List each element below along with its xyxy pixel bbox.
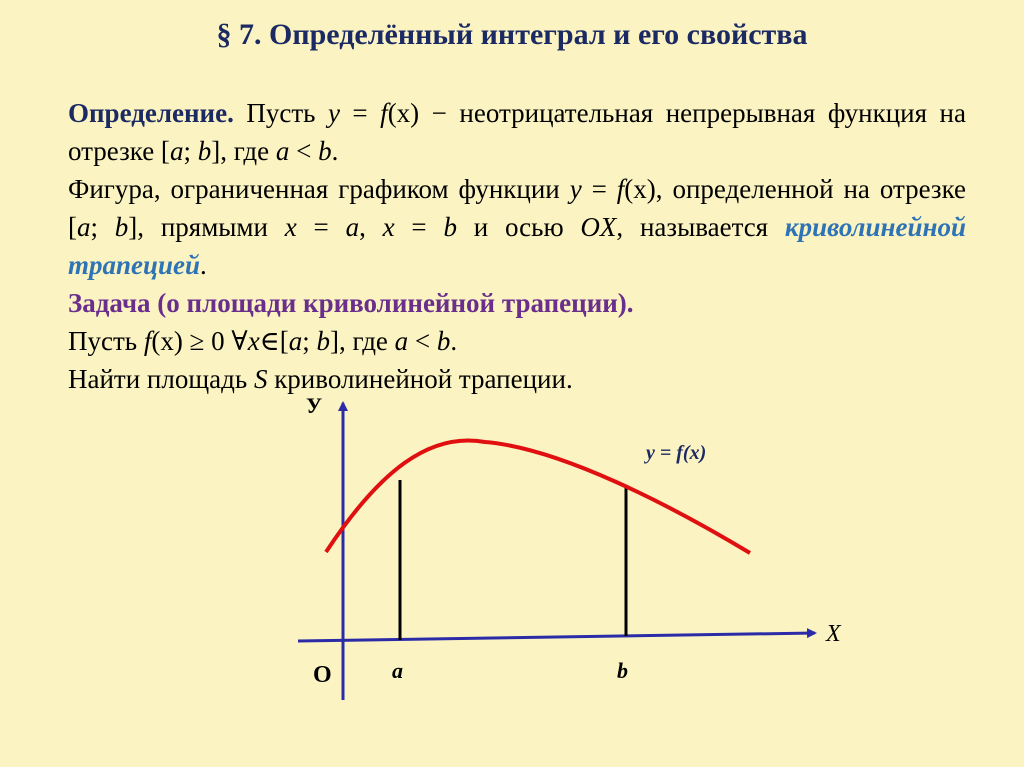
y-axis-label: У	[306, 393, 323, 418]
text: ], прямыми	[128, 212, 285, 242]
text: <	[289, 136, 319, 166]
math-var: b	[197, 136, 212, 166]
math-var: f	[143, 326, 152, 356]
text: ∈[	[259, 326, 289, 356]
math-var: y	[569, 174, 582, 204]
text: ≥ 0 ∀	[182, 326, 248, 356]
text: .	[450, 326, 458, 356]
math-var: f	[616, 174, 625, 204]
text: .	[331, 136, 339, 166]
math-var: S	[253, 364, 268, 394]
text: Пусть	[233, 98, 328, 128]
key-term: криволинейной трапецией	[68, 212, 967, 280]
text: <	[408, 326, 437, 356]
math-var: OX	[580, 212, 617, 242]
math-var: a	[169, 136, 184, 166]
math-var: a	[345, 212, 360, 242]
math-var: a	[77, 212, 91, 242]
text: ;	[90, 212, 115, 242]
origin-label: O	[313, 662, 332, 688]
definition-label: Определение.	[68, 98, 234, 128]
text: ,	[359, 212, 383, 242]
math-var: a	[288, 326, 303, 356]
curve-label: y = f(x)	[646, 442, 707, 464]
math-var: b	[318, 136, 332, 166]
text: ;	[183, 136, 198, 166]
math-var: b	[443, 212, 457, 242]
text: − неотрицательная непрерывная функция на отрезке [	[68, 98, 966, 166]
text: и осью	[456, 212, 581, 242]
text: Фигура, ограниченная графиком функции	[68, 174, 570, 204]
text: (x)	[624, 174, 656, 204]
a-label: a	[392, 658, 403, 683]
math-var: b	[436, 326, 451, 356]
text: ], где	[329, 326, 395, 356]
text: =	[339, 98, 381, 128]
text: =	[394, 212, 444, 242]
text: , определенной на отрезке [	[68, 174, 967, 242]
math-var: x	[247, 326, 260, 356]
math-var: f	[380, 98, 388, 128]
text: Пусть	[68, 326, 144, 356]
text: ], где	[211, 136, 276, 166]
math-var: b	[114, 212, 129, 242]
text: =	[296, 212, 346, 242]
text: криволинейной трапеции.	[267, 364, 573, 394]
math-var: x	[382, 212, 395, 242]
page-title: § 7. Определённый интеграл и его свойства	[216, 18, 808, 51]
text: (x)	[151, 326, 183, 356]
math-var: b	[316, 326, 330, 356]
math-var: a	[394, 326, 409, 356]
text: .	[200, 250, 207, 280]
x-axis-label: X	[826, 621, 841, 647]
text: Найти площадь	[68, 364, 254, 394]
text: (x)	[387, 98, 420, 128]
x-axis	[298, 633, 815, 641]
math-var: y	[327, 98, 340, 128]
b-label: b	[617, 658, 628, 683]
task-heading: Задача (о площади криволинейной трапеции).	[68, 288, 634, 318]
text: , называется	[616, 212, 785, 242]
math-var: x	[284, 212, 297, 242]
text: ;	[302, 326, 317, 356]
math-var: a	[275, 136, 290, 166]
text: =	[581, 174, 617, 204]
